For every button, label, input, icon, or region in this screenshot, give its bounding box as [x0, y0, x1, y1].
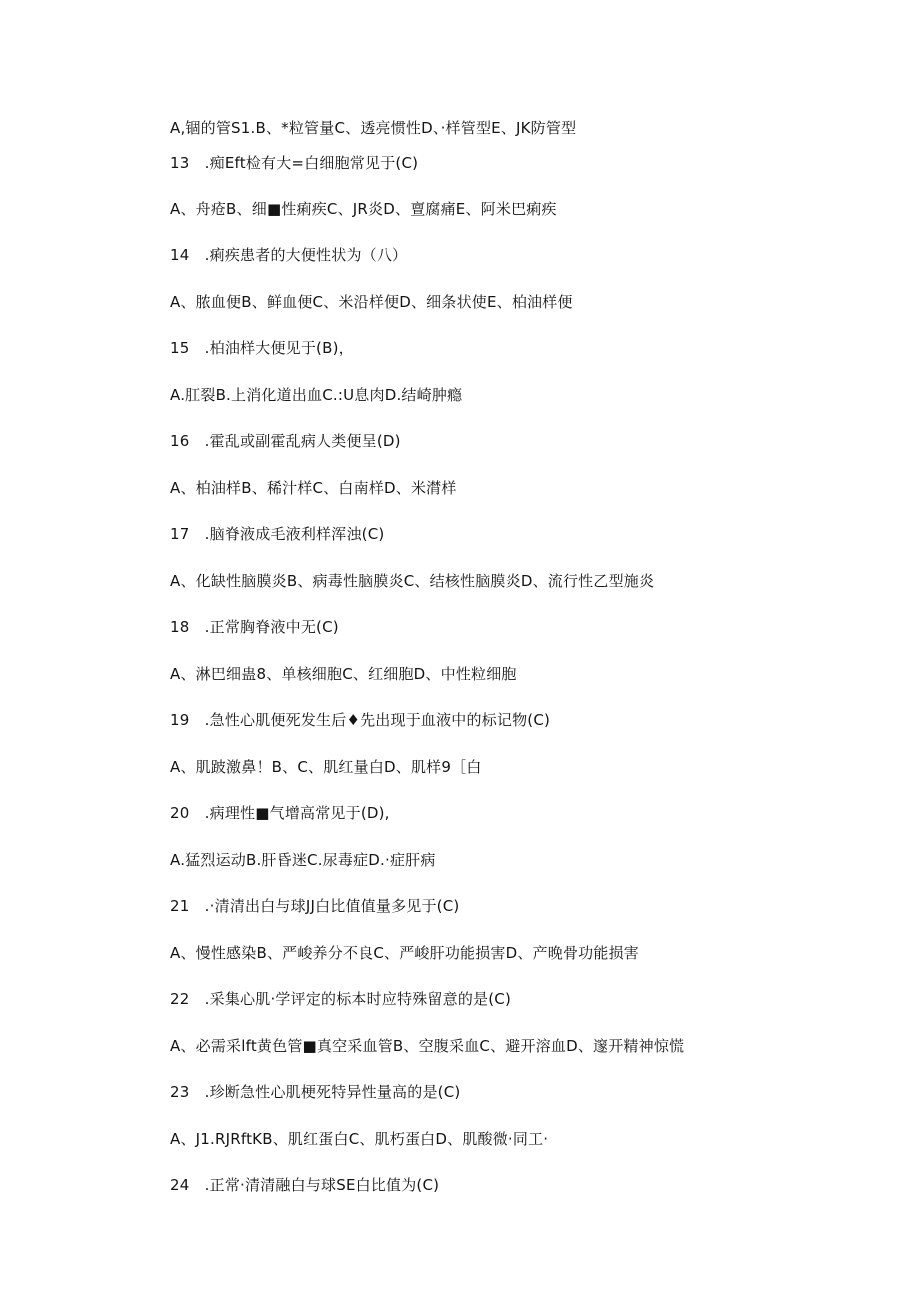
question-18: 18 .正常胸脊液中无(C) [170, 618, 339, 636]
answer-options-13: A、舟疮B、细■性痢疾C、JR炎D、亶腐痛E、阿米巴痢疾 [170, 200, 557, 218]
answer-options-16: A、柏油样B、稀汁样C、白南样D、米潸样 [170, 479, 457, 497]
answer-options-18: A、淋巴细蛊8、单核细胞C、红细胞D、中性粒细胞 [170, 665, 517, 683]
question-17: 17 .脑脊液成毛液利样浑浊(C) [170, 525, 385, 543]
answer-options-14: A、脓血便B、鲜血便C、米沿样便D、细条状使E、柏油样便 [170, 293, 573, 311]
question-24: 24 .正常·清清融白与球SE白比值为(C) [170, 1176, 440, 1194]
answer-options-20: A.猛烈运动B.肝昏迷C.尿毒症D.·症肝病 [170, 851, 436, 869]
answer-options-19: A、肌跛激鼻！B、C、肌红量白D、肌样9［白 [170, 758, 482, 776]
question-16: 16 .霍乱或副霍乱病人类便呈(D) [170, 432, 401, 450]
answer-options-23: A、J1.RJRftKB、肌红蛋白C、肌朽蛋白D、肌酸微·同工· [170, 1130, 549, 1148]
question-15: 15 .柏油样大便见于(B)， [170, 339, 354, 357]
answer-options-17: A、化缺性脑膜炎B、病毒性脑膜炎C、结核性脑膜炎D、流行性乙型施炎 [170, 572, 655, 590]
question-13: 13 .痴Eft检有大=白细胞常见于(C) [170, 154, 419, 172]
question-21: 21 .·清清出白与球JJ白比值值量多见于(C) [170, 897, 460, 915]
question-19: 19 .急性心肌便死发生后♦先出现于血液中的标记物(C) [170, 711, 551, 729]
answer-options-12: A,锢的管S1.B、*粒管量C、透亮惯性D、·样管型E、JK防管型 [170, 119, 577, 137]
answer-options-22: A、必需采lft黄色管■真空采血管B、空腹采血C、避开溶血D、邃开精神惊慌 [170, 1037, 685, 1055]
question-22: 22 .采集心肌·学评定的标本时应特殊留意的是(C) [170, 990, 512, 1008]
question-23: 23 .珍断急性心肌梗死特异性量高的是(C) [170, 1083, 461, 1101]
answer-options-15: A.肛裂B.上消化道出血C.:U息肉D.结崎肿瘾 [170, 386, 463, 404]
question-20: 20 .病理性■气增高常见于(D), [170, 804, 390, 822]
answer-options-21: A、慢性感染B、严峻养分不良C、严峻肝功能损害D、产晚骨功能损害 [170, 944, 639, 962]
question-14: 14 .痢疾患者的大便性状为（八） [170, 246, 408, 264]
